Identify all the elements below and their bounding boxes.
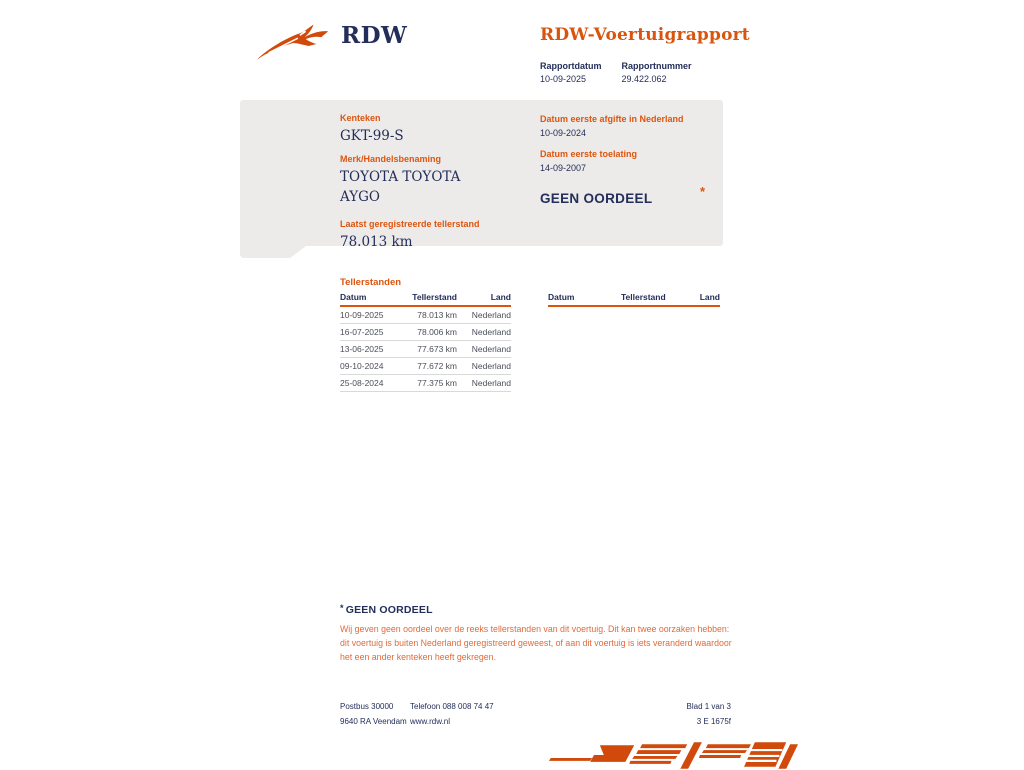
col-header-datum: Datum: [340, 290, 402, 306]
table-header-row: [340, 290, 511, 306]
tellerstand-label: Laatst geregistreerde tellerstand: [340, 219, 520, 230]
footnote-title: [340, 603, 736, 616]
table-cell: Nederland: [457, 306, 511, 324]
footnote-section: [340, 603, 736, 664]
table-cell: Nederland: [457, 375, 511, 392]
page-title: RDW-Voertuigrapport: [540, 25, 800, 45]
report-number-value: 29.422.062: [622, 74, 692, 84]
tellerstanden-section-title: Tellerstanden: [340, 277, 401, 288]
afgifte-value: 10-09-2024: [540, 128, 710, 139]
col-header-tellerstand: Tellerstand: [610, 290, 665, 306]
footnote-asterisk: *: [340, 603, 344, 613]
toelating-label: Datum eerste toelating: [540, 149, 710, 160]
table-cell: 09-10-2024: [340, 358, 402, 375]
tellerstanden-table-secondary: [548, 290, 720, 307]
rdw-eagle-icon: [255, 22, 333, 66]
table-cell: 13-06-2025: [340, 341, 402, 358]
col-header-land: Land: [666, 290, 720, 306]
table-cell: Nederland: [457, 324, 511, 341]
table-cell: Nederland: [457, 358, 511, 375]
footnote-text: Wij geven geen oordeel over de reeks tellerstanden van dit voertuig. Dit kan twee oorzaken hebben: dit voertuig is buiten Nederland geregistreerd geweest, of aan dit voertuig is iets veranderd waardoor het een ander kenteken heeft gekregen.: [340, 622, 736, 664]
footer-phone: Telefoon 088 008 74 47: [410, 699, 494, 714]
table-row: [340, 375, 511, 392]
table-cell: Nederland: [457, 341, 511, 358]
table-cell: 16-07-2025: [340, 324, 402, 341]
kenteken-label: Kenteken: [340, 113, 520, 124]
footer-page-number: Blad 1 van 3: [687, 699, 731, 714]
merk-label: Merk/Handelsbenaming: [340, 154, 520, 165]
report-meta: [540, 61, 800, 84]
vehicle-summary-box: [240, 100, 723, 246]
table-header-row: [548, 290, 720, 306]
summary-box-tail: [240, 246, 306, 258]
footnote-title-text: GEEN OORDEEL: [346, 604, 433, 616]
table-row: [340, 358, 511, 375]
oordeel-status: GEEN OORDEEL: [540, 191, 710, 206]
footer-form-code: 3 E 1675f: [687, 714, 731, 729]
oordeel-asterisk: *: [700, 184, 705, 199]
footer-website-link[interactable]: www.rdw.nl: [410, 717, 450, 726]
table-cell: 78.006 km: [402, 324, 457, 341]
report-date-label: Rapportdatum: [540, 61, 602, 71]
col-header-tellerstand: Tellerstand: [402, 290, 457, 306]
table-cell: 25-08-2024: [340, 375, 402, 392]
merk-value: TOYOTA TOYOTA AYGO: [340, 167, 490, 207]
kenteken-value: GKT-99-S: [340, 126, 520, 146]
table-cell: 77.672 km: [402, 358, 457, 375]
footer-address-line1: Postbus 30000: [340, 699, 407, 714]
rdw-logo: [255, 22, 407, 66]
table-row: [340, 341, 511, 358]
table-row: [340, 324, 511, 341]
table-row: [340, 306, 511, 324]
col-header-datum: Datum: [548, 290, 610, 306]
afgifte-label: Datum eerste afgifte in Nederland: [540, 114, 710, 125]
tellerstanden-table-body: [340, 306, 511, 392]
table-cell: 77.673 km: [402, 341, 457, 358]
rdw-wordmark: RDW: [341, 22, 407, 49]
report-date-value: 10-09-2025: [540, 74, 602, 84]
report-number-label: Rapportnummer: [622, 61, 692, 71]
toelating-value: 14-09-2007: [540, 163, 710, 174]
col-header-land: Land: [457, 290, 511, 306]
table-cell: 78.013 km: [402, 306, 457, 324]
table-cell: 10-09-2025: [340, 306, 402, 324]
tellerstand-value: 78.013 km: [340, 232, 520, 252]
rdw-stripes-decoration-icon: [543, 740, 798, 770]
footer-address-line2: 9640 RA Veendam: [340, 714, 407, 729]
tellerstanden-table: [340, 290, 511, 392]
table-cell: 77.375 km: [402, 375, 457, 392]
